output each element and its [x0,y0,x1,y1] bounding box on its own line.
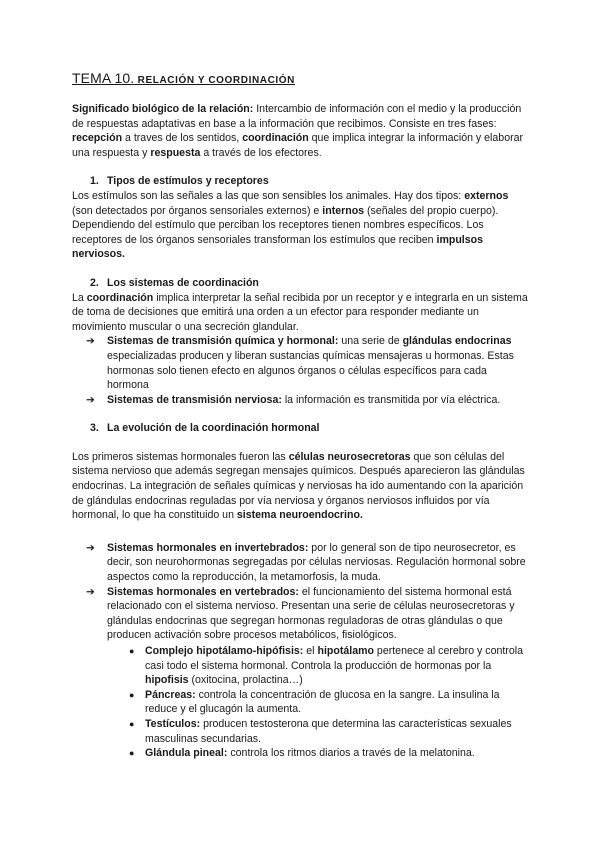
item-term: Sistemas de transmisión nerviosa: [107,393,282,406]
item-term: Sistemas de transmisión química y hormonal: [107,335,339,348]
item-text: por lo general son de tipo neurosecretor, es decir, son neurohormonas segregadas por células nerviosas. Regulación hormonal sobre aspectos como la reproducción, la metamorfosis, la muda. [107,541,526,584]
bullet-item [129,746,530,761]
section-2-list [86,334,530,407]
section-1-heading [72,174,530,189]
intro-text: Intercambio de información con el medio y la producción de respuestas adaptativas en base a la información que recibimos. Consiste en tres fases: [72,103,522,130]
intro-term: respuesta [150,146,201,159]
intro-term: recepción [72,132,123,145]
bullet-text: controla los ritmos diarios a través de la melatonina. [227,747,475,760]
bullet-text: el [303,645,318,657]
bullet-text: pertenece al cerebro y controla casi todo el sistema hormonal. Controla la producción de hormonas por la [145,645,523,672]
list-item [86,393,530,408]
section-number: 3. [90,422,99,435]
bullet-text: (oxitocina, prolactina…) [188,674,303,687]
vertebrate-glands-list [129,644,530,761]
section-1-paragraph [72,189,530,262]
bullet-item [129,644,530,688]
section-2-paragraph [72,291,530,335]
s3-term: sistema neuroendocrino. [236,509,363,522]
intro-term: coordinación [242,132,309,145]
s1-text: (señales del propio cuerpo). Dependiendo del estímulo que perciban los receptores tienen nombres específicos. Los receptores de los órganos sensoriales transforman los estímulos que reciben [72,204,499,246]
intro-text: que implica integrar la información y elaborar una respuesta y [72,132,524,159]
list-item [86,334,530,392]
section-2-heading [72,276,530,291]
item-text: el funcionamiento del sistema hormonal está relacionado con el sistema nervioso. Presentan una serie de células neurosecretoras y glándulas endocrinas que segregan hormonas reguladoras de otras glándulas o que producen activación sobre procesos metabólicos, fisiológicos. [107,585,515,642]
arrow-icon: ➔ [86,393,95,406]
intro-text: a traves de los sentidos, [122,132,243,145]
s2-text: La [72,291,87,304]
s2-text: implica interpretar la señal recibida por un receptor y e integrarla en un sistema de toma de decisiones que emitirá una orden a un efector para responder mediante un movimiento muscular o una secreción glandular. [72,291,528,333]
bullet-icon: ● [129,646,135,656]
section-title: La evolución de la coordinación hormonal [107,422,320,435]
s1-term: internos [322,204,365,217]
bullet-text: producen testosterona que determina las características sexuales masculinas secundarias. [145,717,512,745]
section-3-heading [72,421,530,436]
section-number: 1. [90,175,99,188]
arrow-icon: ➔ [86,335,95,348]
s1-text: (son detectados por órganos sensoriales externos) e [72,204,323,217]
bullet-term: Testículos: [145,717,201,730]
document-page [72,70,530,761]
intro-paragraph [72,102,530,160]
s3-term: células neurosecretoras [288,450,411,463]
s1-term: impulsos nerviosos. [72,233,484,261]
list-item [86,585,530,761]
item-text: especializadas producen y liberan sustancias químicas mensajeras u hormonas. Estas hormonas solo tienen efecto en algunos órganos o células específicos para cada hormona [107,349,514,392]
s3-text: que son células del sistema nervioso que además segregan mensajes químicos. Después aparecieron las glándulas endocrinas. La integración de señales químicas y nerviosas ha ido aumentando con la aparición de glándulas endocrinas reguladas por vía nerviosa y órganos nerviosos influidos por vía hormonal, lo que ha constituido un [72,450,525,522]
list-item [86,541,530,585]
s1-term: externos [464,189,509,202]
bullet-item [129,717,530,746]
s1-text: Los estímulos son las señales a las que son sensibles los animales. Hay dos tipos: [72,189,465,202]
intro-term: Significado biológico de la relación: [72,103,254,115]
bullet-icon: ● [129,689,135,700]
bullet-icon: ● [129,718,135,729]
title-sub: RELACIÓN Y COORDINACIÓN [134,75,295,86]
item-text: la información es transmitida por vía eléctrica. [281,393,501,406]
bullet-term: hipofisis [145,674,189,687]
item-text: una serie de [338,335,403,348]
bullet-term: Glándula pineal: [145,747,228,760]
item-term: Sistemas hormonales en invertebrados: [107,541,309,554]
title-main: TEMA 10. [72,70,135,86]
section-title: Tipos de estímulos y receptores [107,175,269,188]
section-3-list [86,541,530,761]
arrow-icon: ➔ [86,585,95,598]
section-title: Los sistemas de coordinación [107,276,259,289]
s2-term: coordinación [86,291,154,304]
item-term: Sistemas hormonales en vertebrados: [107,585,299,598]
bullet-term: hipotálamo [317,645,374,657]
bullet-term: Páncreas: [145,688,196,701]
page-title [72,70,530,86]
intro-text: a través de los efectores. [200,146,322,159]
arrow-icon: ➔ [86,541,95,554]
section-3-paragraph [72,450,530,523]
section-number: 2. [90,276,99,289]
bullet-text: controla la concentración de glucosa en la sangre. La insulina la reduce y el glucagón la aumenta. [145,688,500,716]
bullet-icon: ● [129,748,135,759]
bullet-item [129,688,530,717]
bullet-term: Complejo hipotálamo-hipófisis: [145,645,304,657]
item-term: glándulas endocrinas [402,335,512,348]
s3-text: Los primeros sistemas hormonales fueron las [72,450,289,463]
